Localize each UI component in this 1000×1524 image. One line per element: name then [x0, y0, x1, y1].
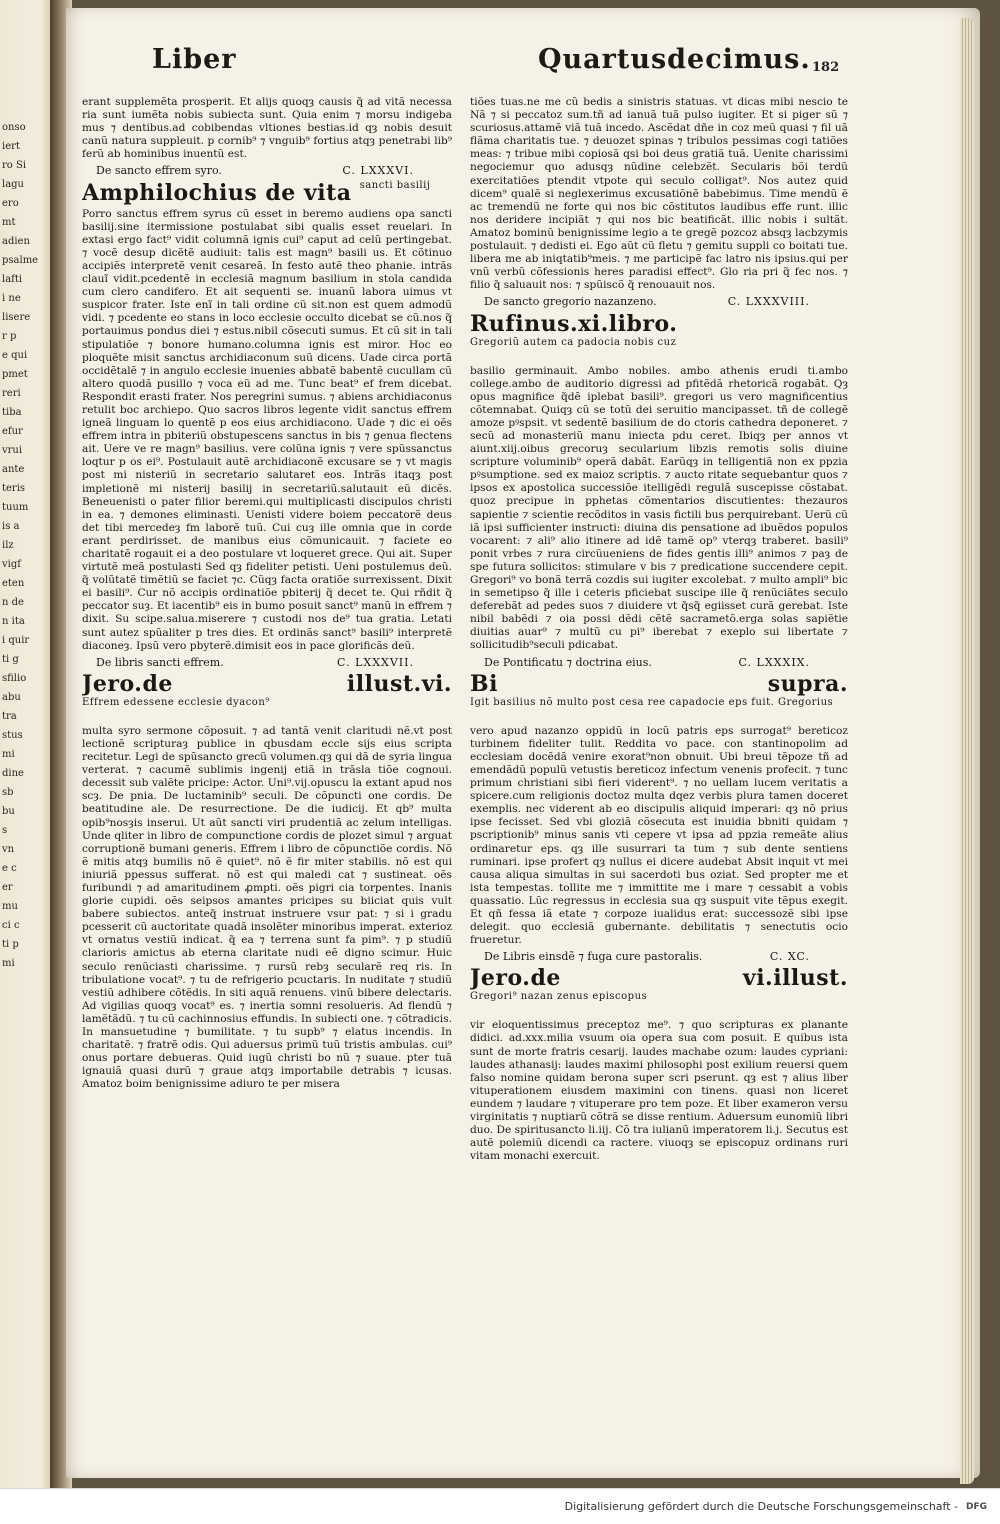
left-page-fragment: e c — [2, 863, 17, 874]
left-page-fragment: mu — [2, 901, 18, 912]
left-page-fragment: ti g — [2, 654, 19, 665]
source-title-amphilochius — [82, 180, 452, 206]
chapter-88-body: basilio germinauit. Ambo nobiles. ambo athenis erudi ti.ambo college.ambo de auditorio digressi ad pfitẽdã rhetoricã rogabãt. Qȝ opus magnifice q̃dẽ iplebat basili⁹. gregori us vero magnificentius cõtemnabat. Quiqȝ cũ se totũ dei seruitio mancipasset. tñ de collegẽ amoze pꝰspsit. vt sedentẽ basilium de do ctoris cathedra deponeret. ⁊ secũ ad monasteriũ manu iniecta pdu ceret. Ibiqȝ per annos vt aiunt.xiij.oibus grecoruȝ secularium libzis remotis solis diuine scripture voluminib⁹ operã dabãt. Earũqȝ in telligentiã non ex ppzia pꝰsumptione. sed ex maioz scriptis. ⁊ aucto ritate sequebantur quos ⁊ ipsos ex apostolica successiõe itelligẽdi regulã suscepisse cõstabat. quoz precipue in pphetas cõmentarios discutientes: thezauros sapientie ⁊ scientie recõditos in vasis fictili bus perquirebant. Uerũ cũ iã ipsi sufficienter instructi: diuina dis pensatione ad ibuẽdos populos vocarent: ⁊ ali⁹ alio itinere ad idẽ tamẽ op⁹ vterqȝ traberet. basili⁹ ponit vrbes ⁊ rura circũueniens de fides gentis illi⁹ animos ⁊ paȝ de spe futura sollicitos: stimulare v bis ⁊ predicatione succendere cepit. Gregori⁹ vo bonã terrã cozdis sui iugiter excolebat. ⁊ multo ampli⁹ bic in semetipso q̃ ille i ceteris pficiebat suscipe ille q̃ renũciãtes seculo deferebãt ad pedes suos ⁊ diuidere vt q̃sq̃ egiisset curã gerebat. Iste nibil babẽdi ⁊ oia possi dẽdi cẽtẽ sacrametõ.erga solas sapiẽtie diuitias auar⁹ ⁊ multũ cu pi⁹ iberebat ⁊ exeplo sui libertate ⁊ sollicitudib⁹seculi pdicabat. — [470, 364, 848, 652]
chapter-86-body: Porro sanctus effrem syrus cũ esset in beremo audiens opa sancti basilij.sine itermissione postulabat sibi qualis esset reuelari. In extasi ergo fact⁹ vidit columnã ignis cui⁹ caput ad celũ pertingebat. ⁊ vocẽ desup dicẽtẽ audiuit: talis est magn⁹ basili us. Et cõtinuo accipiẽs interpretẽ venit cesareã. In festo autẽ theo phanie. intrãs clauĩ vidit.pcedentẽ in ecclesiã magnum basilium in stola candida cum clero candifero. Et ait sequenti se. inuanũ labora uimus vt suspicor frater. Iste enĩ in tali ordine cũ sit.non est quem admodũ vidi. ⁊ pcedente eo stans in loco ecclesie occulto dicebat se cũ.nos q̃ portauimus pondus diei ⁊ estus.nibil cõsecuti sumus. Et cũ sit in tali stipulatiõe ⁊ bonore humano.columna ignis est miror. Hoc eo ploquẽte misit sanctus archidiaconum suũ dicens. Uade circa portã occidẽtalẽ ⁊ in angulo ecclesie inuenies abbatẽ babentẽ cucullam cũ altero quodã pusillo ⁊ voca eũ ad me. Tunc beat⁹ ef frem dicebat. Respondit erasti frater. Nos peregrini sumus. ⁊ abiens archidiaconus retulit boc archiepo. Quo sacros libros legente vidit sanctus effrem igneã linguam lo quentẽ p eos eius archidiacono. Uade ⁊ dic ei oẽs effrem intra in pbiteriũ obstupescens sanctus in bis ⁊ genua flectens ait. Uere ve re magn⁹ basilius. vere colũna ignis ⁊ vere spũssanctus loqtur p os ei⁹. Postulauit autẽ archidiaconẽ excusare se ⁊ vt magis post mi nisteriũ in secretario salutaret eos. Intrãs itaqȝ post impletionẽ mi nisterij basilij in secretariũ.salutauit eũ dicẽs. Beneuenisti o pater filior beremi.qui multiplicasti discipulos christi in ea. ⁊ demones eliminasti. Uenisti videre boiem peccatorẽ deus det tibi mercedeȝ fm laborẽ tuũ. Cui cuȝ ille omnia que in corde erant perdirisset. de manibus eius cõmunicauit. ⁊ faciete eo charitatẽ rogauit ei a deo postulare vt loqueret grece. Qui ait. Super virtutẽ meã postulasti Sed qȝ fideliter petisti. Ueni postulemus deũ. q̃ volũtatẽ timẽtiũ se faciet ⁊c. Cũqȝ facta oratiõe surrexissent. Dixit ei basili⁹. Cur nõ accipis ordinatiõe pbiterij q̃ decet te. Qui rñdit q̃ peccator suȝ. Et iacentib⁹ eis in bumo posuit sanct⁹ manũ in effrem ⁊ dixit. Su scipe.salua.miserere ⁊ custodi nos de⁹ tua gratia. Letati sunt autez spũaliter p tres dies. Et ordinãs sanct⁹ basili⁹ interpretẽ diaconeȝ. Ipsũ vero pbyterẽ.dimisit eos in pace glorificãs deũ. — [82, 207, 452, 652]
left-page-fragment: tra — [2, 711, 17, 722]
left-page-fragment: is a — [2, 521, 20, 532]
left-page-fragment: vn — [2, 844, 15, 855]
source-title-text: Bi supra. — [470, 670, 848, 697]
left-page-fragment: n ita — [2, 616, 25, 627]
source-title-text: Jero.de illust.vi. — [82, 670, 452, 697]
left-page-fragment: mt — [2, 217, 16, 228]
left-page-fragment: e qui — [2, 350, 28, 361]
chapter-number: C. LXXXVI. — [342, 164, 414, 178]
source-title-side: Gregori⁹ nazan zenus episcopus — [470, 991, 648, 1003]
left-page-fragment: n de — [2, 597, 24, 608]
left-page-fragment: i ne — [2, 293, 21, 304]
source-title-side: Gregoriũ autem ca padocia nobis cuz — [470, 336, 677, 348]
source-title-text: Rufinus.xi.libro. — [470, 310, 678, 337]
left-page-fragment: efur — [2, 426, 23, 437]
left-intro-paragraph: erant supplemẽta prosperit. Et alijs quoqȝ causis q̃ ad vitã necessa ria sunt iumẽta nobis subiecta sunt. Quia enim ⁊ morsu indigeba mus ⁊ dentibus.ad cobibendas vltiones bestias.id qȝ nobis desuit canũ natura suppleuit. p cornib⁹ ⁊ vnguib⁹ fortius atqȝ penetrabi lib⁹ ferũ ab hominibus inuentũ est. — [82, 96, 452, 161]
left-page-fragment: ti p — [2, 939, 19, 950]
left-page-fragment: teris — [2, 483, 26, 494]
left-page-fragment: ero — [2, 198, 19, 209]
running-head-right: Quartusdecimus. — [538, 44, 811, 75]
left-page-fragment: er — [2, 882, 13, 893]
left-page-fragment: stus — [2, 730, 23, 741]
chapter-89-body: vero apud nazanzo oppidũ in locũ patris eps surrogat⁹ bereticoz turbinem fideliter tulit. Reddita vo pace. con stantinopolim ad ecclesiam docẽdã venire exorat⁹non obnuit. Ubi breui tẽpoze tñ ad emendãdũ populũ vetustis bereticoz infectum venenis profecit. ⁊ tunc primum christiani sibi fieri viderent⁹. ⁊ no uellam lucem veritatis a spicere.cum religionis doctoz multa dqez verbis plura tamen doceret exemplis. nec viderent ab eo discipulis aliquid imperari: qȝ nõ prius ipse fecisset. Sed vbi gloziã cõsecuta est inuidia bbniti quidam ⁊ pscriptionib⁹ minus sanis vti cepere vt ipsa ad ppzia remeãte alius ordinaretur eps. qȝ ille susurrari ta tum ⁊ sub dente sentiens ruminari. ipse profert qȝ nullus ei dicere audebat Absit inquit vt mei causa aliqua simultas in sui sacerdoti bus oziat. Sed propter me et ista tempestas. tollite me ⁊ immittite me i mare ⁊ cessabit a vobis quassatio. Lũc regressus in ecclesia sua qȝ suspuit vite tẽpus exegit. Et qñ fessa iã etate ⁊ corpoze iualidus erat: successozẽ sibi ipse delegit. quo ecclesiã gubernante. debilitatis ⁊ senectutis ocio frueretur. — [470, 724, 848, 947]
chapter-heading-86 — [82, 164, 452, 177]
source-title-jero — [82, 671, 452, 723]
left-page-fragment: sb — [2, 787, 14, 798]
left-page-fragment: iert — [2, 141, 20, 152]
chapter-heading-label: De Pontificatu ⁊ doctrina eius. — [484, 655, 652, 669]
left-page-fragment: mi — [2, 749, 15, 760]
chapter-heading-90 — [470, 950, 848, 963]
left-text-column — [82, 96, 452, 1266]
chapter-90-body: vir eloquentissimus preceptoz me⁹. ⁊ quo scripturas ex planante didici. ad.xxx.milia vsuum oia opera sua com posuit. E quibus ista sunt de morte fratris cesarij. laudes machabe ozum: laudes cypriani: laudes athanasij: laudes maximi philosophi post exilium reuersi quem falso nomine quidam berona super scri pserunt. qȝ est ⁊ alius liber vituperationem eiusdem maximini con tinens. quasi non liceret eundem ⁊ laudare ⁊ vituperare pro tem poze. Et liber exameron versu virginitatis ⁊ nuptiarũ cõtrã se disse rentium. Aduersum eunomiũ libri duo. De spiritusancto li.iij. Cõ tra iulianũ imperatorem li.j. Secutus est autẽ polemiũ dicendi ca ractere. viuoqȝ se episcopuz ordinans ruri vitam monachi exercuit. — [470, 1019, 848, 1163]
left-page-fragment: r p — [2, 331, 17, 342]
left-page-fragment: onso — [2, 122, 26, 133]
funding-footer — [0, 1488, 1000, 1524]
right-text-column — [470, 96, 848, 1206]
chapter-heading-87 — [82, 656, 452, 669]
left-page-fragment: pmet — [2, 369, 28, 380]
folio-number: 182 — [812, 60, 840, 75]
page-stack-edge — [960, 18, 974, 1484]
left-page-fragment: s — [2, 825, 8, 836]
chapter-heading-label: De sancto effrem syro. — [96, 164, 222, 178]
funding-notice: Digitalisierung gefördert durch die Deutsche Forschungsgemeinschaft - — [564, 1500, 958, 1513]
right-intro-paragraph: tiões tuas.ne me cũ bedis a sinistris statuas. vt dicas mibi nescio te Nã ⁊ si peccatoz sum.tñ ad ianuã tuã pulso iugiter. Et si piger sũ ⁊ scuriosus.attamẽ viã tuã incedo. Ascẽdat dñe in coz meũ quasi ⁊ fil uã flãma charitatis tue. ⁊ deuozet spinas ⁊ tribulos pessimas cogi tatiões meas: ⁊ tribue mibi copiosã qsi boi deus gratiã tuã. Uenite charissimi negociemur quo adusqȝ nũdine celebzẽt. Secularis bõi terdũ exercitatiões ptendit vtpote qui seculo colligat⁹. Nos autez quid dicem⁹ qualẽ si neglexerimus excusatiõnẽ babebimus. Time mendũ ẽ ac tremendũ ne forte qui nos bic cõstitutos laudibus effe runt. illic nos deridere incipiãt ⁊ qui nos bic beatificãt. illic nobis i sultãt. Amatoz bominũ benignissime legio a te gregẽ pozcoz absqȝ lacbzymis postulauit. ⁊ dedisti ei. Ego aũt cũ fletu ⁊ gemitu suppli co boitati tue. libera me ab iniqtatib⁹meis. ⁊ me participẽ fac latro nis ipsius.qui per vnũ verbũ cõfessionis heres paradisi effect⁹. Glo ria pri q̃ fec nos. ⁊ filio q̃ saluauit nos: ⁊ spũiscõ q̃ renouauit nos. — [470, 96, 848, 292]
left-page-fragment: ilz — [2, 540, 14, 551]
left-page-fragment: sfilio — [2, 673, 27, 684]
source-title-jero-vi — [470, 965, 848, 1017]
source-title-text: Jero.de vi.illust. — [470, 965, 848, 992]
left-page-fragment: ro Si — [2, 160, 27, 171]
source-title-side: sancti basilij — [359, 179, 431, 191]
chapter-heading-89 — [470, 656, 848, 669]
left-page-fragment: dine — [2, 768, 24, 779]
source-title-rufinus — [470, 311, 848, 363]
left-page-fragment: lagu — [2, 179, 25, 190]
left-page-fragment: tiba — [2, 407, 22, 418]
chapter-heading-label: De libris sancti effrem. — [96, 655, 224, 669]
chapter-number: C. XC. — [769, 950, 810, 964]
source-title-bi-supra — [470, 671, 848, 723]
chapter-number: C. LXXXVIII. — [727, 295, 810, 309]
chapter-number: C. LXXXVII. — [337, 655, 414, 669]
left-page-fragment: vigf — [2, 559, 21, 570]
left-page-fragment: ante — [2, 464, 25, 475]
left-page-fragment: eten — [2, 578, 25, 589]
source-title-side: Igit basilius nõ multo post cesa ree capadocie eps fuit. Gregorius — [470, 696, 834, 708]
source-title-text: Amphilochius de vita — [82, 179, 352, 206]
left-page-fragment: psalme — [2, 255, 39, 266]
dfg-logo-icon: DFG — [966, 1501, 988, 1512]
left-page-fragment: i quir — [2, 635, 30, 646]
left-page-fragment: abu — [2, 692, 21, 703]
chapter-heading-88 — [470, 295, 848, 308]
left-page-fragment: reri — [2, 388, 21, 399]
left-page-fragment: lisere — [2, 312, 31, 323]
left-page-fragment: vrui — [2, 445, 23, 456]
left-page-fragment: lafti — [2, 274, 23, 285]
source-title-side: Effrem edessene ecclesie dyacon⁹ — [82, 696, 270, 708]
left-page-fragment: ci c — [2, 920, 20, 931]
running-head-left: Liber — [152, 44, 237, 75]
left-page-fragment: bu — [2, 806, 15, 817]
left-page-fragment: adien — [2, 236, 30, 247]
chapter-number: C. LXXXIX. — [738, 655, 810, 669]
left-page-fragment: tuum — [2, 502, 29, 513]
chapter-heading-label: De Libris einsdẽ ⁊ fuga cure pastoralis. — [484, 950, 703, 964]
chapter-87-body: multa syro sermone cõposuit. ⁊ ad tantã venit claritudi nẽ.vt post lectionẽ scripturaȝ publice in qbusdam eccle sijs eius scripta recitetur. Legi de spũsancto grecũ volumen.qȝ qui dã de syria lingua verterat. ⁊ cacumẽ sublimis ingenij etiã in trãsla tiõe cognoui. decessit sub valẽte pricipe: Actor. Uni⁹.vij.opuscu la extant apud nos scȝ. De pnia. De luctaminib⁹ seculi. De cõpuncti one cordis. De beatitudine ale. De resurrectione. De die iudicij. Et qb⁹ multa opib⁹nosȝis inserui. Ut aũt sancti viri prudentiã ac zelum intelligas. Unde qliter in libro de compunctione cordis de plozet simul ⁊ arguat corruptionẽ bumani generis. Effrem i libro de cõpunctiõe cordis. Nõ ẽ mitis atqȝ bumilis nõ ẽ quiet⁹. nõ ẽ fir miter stabilis. nõ est qui iniuriã ppessus sufferat. nõ est qui maledi cat ⁊ sustineat. oẽs furibundi ⁊ ad amaritudinem ꝓmpti. oẽs pigri cia torpentes. Inanis glorie cupidi. oẽs seipsos amantes pricipes su biiciat quis vult babere subiectos. anteq̃ instruat instruere vsur pat: ⁊ si i gradu pcesserit cũ auctoritate quadã insolẽter minoribus imperat. exterioz vt ornatus vestiũ indicat. q̃ ea ⁊ terrena sunt fa pim⁹. ⁊ p studiũ clarioris amictus ab eterna claritate nudi eẽ digno scimur. Huic seculo renũciasti charissime. ⁊ rursũ rebȝ secularẽ req ris. In tribulatione vocat⁹. ⁊ tu de refrigerio pcuctaris. In nuditate ⁊ studiũ vestiũ adhibere cõtẽdis. In siti aquã renuens. vinũ bibere delectaris. Ad vigilias quoqȝ vocat⁹ es. ⁊ inertia somni resolueris. Ad flendũ ⁊ lamẽtãdũ. ⁊ tu cũ cachinnosius effundis. In subiecti one. ⁊ cõtradicis. In mansuetudine ⁊ bumilitate. ⁊ tu supb⁹ ⁊ elatus incendis. In charitatẽ. ⁊ fratrẽ odis. Qui aduersus primũ tuũ tristis ambulas. cui⁹ onus portare debueras. Quid iugũ christi bo nũ ⁊ suaue. pter tuã ignauiã quasi durũ ⁊ graue atqȝ importabile detrabis ⁊ icusas. Amatoz boim benignissime adiuro te per misera — [82, 724, 452, 1091]
chapter-heading-label: De sancto gregorio nazanzeno. — [484, 295, 657, 309]
left-page-fragment: mi — [2, 958, 15, 969]
